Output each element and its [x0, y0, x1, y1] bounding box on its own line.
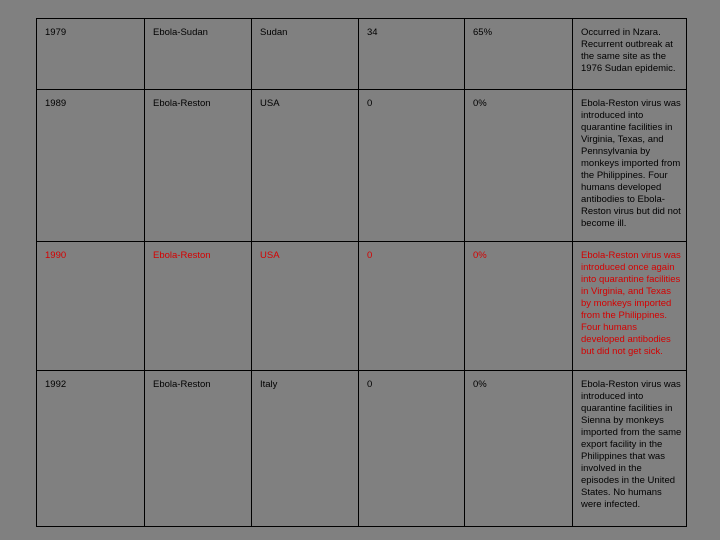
year-cell: 1992 — [37, 371, 145, 527]
outbreak-table-container — [36, 18, 686, 530]
country-cell: USA — [252, 90, 359, 242]
year-cell: 1990 — [37, 242, 145, 371]
country-cell: USA — [252, 242, 359, 371]
notes-cell: Ebola-Reston virus was introduced into quarantine facilities in Sienna by monkeys imported from the same export facility in the Philippines that was involved in the episodes in the United States. No humans were infected. — [573, 371, 687, 527]
year-cell: 1979 — [37, 19, 145, 90]
fatality-cell: 0% — [465, 90, 573, 242]
country-cell: Italy — [252, 371, 359, 527]
cases-cell: 34 — [359, 19, 465, 90]
cases-cell: 0 — [359, 242, 465, 371]
country-cell: Sudan — [252, 19, 359, 90]
fatality-cell: 65% — [465, 19, 573, 90]
virus-cell: Ebola-Reston — [145, 371, 252, 527]
outbreak-table — [36, 18, 687, 527]
virus-cell: Ebola-Reston — [145, 90, 252, 242]
table-row — [37, 90, 687, 242]
fatality-cell: 0% — [465, 371, 573, 527]
notes-cell: Ebola-Reston virus was introduced once again into quarantine facilities in Virginia, and Texas by monkeys imported from the Philippines. Four humans developed antibodies but did not get sick. — [573, 242, 687, 371]
notes-cell: Occurred in Nzara. Recurrent outbreak at the same site as the 1976 Sudan epidemic. — [573, 19, 687, 90]
table-row — [37, 19, 687, 90]
cases-cell: 0 — [359, 371, 465, 527]
fatality-cell: 0% — [465, 242, 573, 371]
notes-cell: Ebola-Reston virus was introduced into quarantine facilities in Virginia, Texas, and Pennsylvania by monkeys imported from the Philippines. Four humans developed antibodies to Ebola-Reston virus but did not become ill. — [573, 90, 687, 242]
virus-cell: Ebola-Sudan — [145, 19, 252, 90]
table-row-highlighted — [37, 242, 687, 371]
cases-cell: 0 — [359, 90, 465, 242]
virus-cell: Ebola-Reston — [145, 242, 252, 371]
table-row — [37, 371, 687, 527]
year-cell: 1989 — [37, 90, 145, 242]
